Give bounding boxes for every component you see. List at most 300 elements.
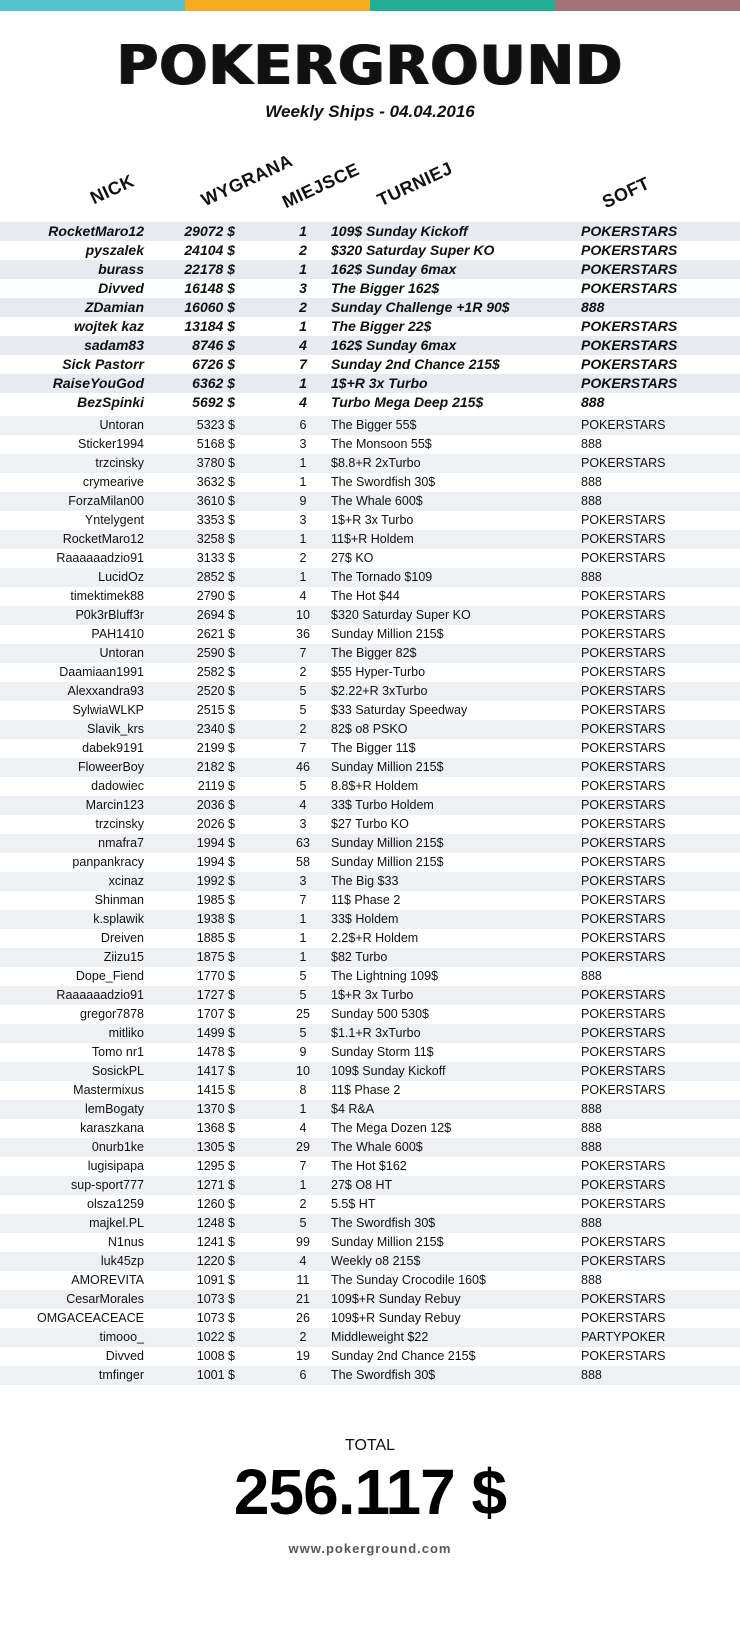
cell-soft: 888 — [581, 394, 605, 410]
cell-soft: POKERSTARS — [581, 318, 678, 334]
cell-win: 1260 $ — [196, 1197, 235, 1211]
total-label: TOTAL — [344, 1437, 396, 1454]
cell-place: 4 — [299, 1121, 307, 1135]
table-row — [0, 549, 740, 568]
table-row — [0, 663, 740, 682]
cell-soft: POKERSTARS — [581, 627, 666, 641]
cell-tournament: Sunday Million 215$ — [331, 760, 444, 774]
cell-tournament: $320 Saturday Super KO — [331, 608, 471, 622]
cell-win: 1985 $ — [196, 893, 235, 907]
cell-nick: Mastermixus — [73, 1083, 144, 1097]
cell-win: 16148 $ — [184, 280, 235, 296]
cell-win: 1305 $ — [196, 1140, 235, 1154]
cell-soft: 888 — [581, 570, 602, 584]
cell-tournament: 1$+R 3x Turbo — [331, 988, 414, 1002]
cell-soft: POKERSTARS — [581, 375, 678, 391]
cell-place: 4 — [299, 589, 307, 603]
table-row — [0, 1024, 740, 1043]
cell-nick: karaszkana — [80, 1121, 144, 1135]
cell-nick: ForzaMilan00 — [68, 494, 144, 508]
table-row — [0, 720, 740, 739]
cell-place: 5 — [299, 1216, 307, 1230]
top-table-row — [0, 355, 740, 374]
cell-win: 2182 $ — [196, 760, 235, 774]
top-table-row — [0, 279, 740, 298]
cell-soft: 888 — [581, 494, 602, 508]
cell-tournament: Sunday Million 215$ — [331, 836, 444, 850]
cell-soft: POKERSTARS — [581, 836, 666, 850]
cell-nick: Divved — [98, 280, 144, 296]
cell-tournament: 82$ o8 PSKO — [331, 722, 408, 736]
cell-win: 6362 $ — [192, 375, 235, 391]
cell-nick: timooo_ — [99, 1330, 144, 1344]
cell-win: 1271 $ — [196, 1178, 235, 1192]
cell-win: 1478 $ — [196, 1045, 235, 1059]
cell-nick: Dope_Fiend — [75, 969, 144, 983]
cell-nick: SosickPL — [91, 1064, 144, 1078]
cell-tournament: 109$+R Sunday Rebuy — [331, 1311, 461, 1325]
cell-soft: POKERSTARS — [581, 817, 666, 831]
table-row — [0, 739, 740, 758]
cell-soft: POKERSTARS — [581, 1235, 666, 1249]
cell-place: 2 — [299, 242, 307, 258]
cell-tournament: 109$ Sunday Kickoff — [331, 1064, 446, 1078]
column-header-tournament: TURNIEJ — [374, 157, 456, 211]
cell-tournament: 11$ Phase 2 — [331, 1083, 401, 1097]
cell-soft: POKERSTARS — [581, 1292, 666, 1306]
cell-place: 4 — [299, 337, 307, 353]
cell-win: 1885 $ — [196, 931, 235, 945]
cell-soft: POKERSTARS — [581, 261, 678, 277]
cell-tournament: The Swordfish 30$ — [331, 1368, 436, 1382]
cell-win: 3780 $ — [196, 456, 235, 470]
cell-place: 9 — [299, 494, 307, 508]
cell-soft: POKERSTARS — [581, 1064, 666, 1078]
top-table-row — [0, 222, 740, 241]
table-row — [0, 872, 740, 891]
cell-nick: burass — [98, 261, 144, 277]
cell-place: 5 — [299, 684, 307, 698]
cell-win: 1008 $ — [196, 1349, 235, 1363]
cell-win: 1295 $ — [196, 1159, 235, 1173]
cell-nick: OMGACEACEACE — [37, 1311, 144, 1325]
cell-soft: POKERSTARS — [581, 337, 678, 353]
cell-nick: trzcinsky — [95, 456, 144, 470]
cell-win: 1370 $ — [196, 1102, 235, 1116]
table-row — [0, 701, 740, 720]
cell-nick: SylwiaWLKP — [72, 703, 144, 717]
cell-win: 1220 $ — [196, 1254, 235, 1268]
table-row — [0, 1081, 740, 1100]
top-table-row — [0, 336, 740, 355]
cell-place: 9 — [299, 1045, 307, 1059]
cell-soft: 888 — [581, 1121, 602, 1135]
cell-nick: RaiseYouGod — [52, 375, 144, 391]
cell-win: 2582 $ — [196, 665, 235, 679]
cell-nick: dabek9191 — [82, 741, 144, 755]
cell-tournament: The Hot $44 — [331, 589, 400, 603]
cell-nick: RocketMaro12 — [62, 532, 144, 546]
cell-win: 1994 $ — [196, 836, 235, 850]
cell-tournament: Sunday 2nd Chance 215$ — [331, 1349, 476, 1363]
cell-soft: POKERSTARS — [581, 722, 666, 736]
cell-tournament: $1.1+R 3xTurbo — [331, 1026, 421, 1040]
cell-place: 1 — [299, 475, 307, 489]
cell-tournament: The Bigger 82$ — [331, 646, 417, 660]
cell-win: 16060 $ — [184, 299, 235, 315]
cell-tournament: The Big $33 — [331, 874, 399, 888]
cell-place: 7 — [299, 1159, 307, 1173]
cell-place: 26 — [296, 1311, 310, 1325]
cell-win: 2520 $ — [196, 684, 235, 698]
cell-soft: 888 — [581, 475, 602, 489]
cell-tournament: The Tornado $109 — [331, 570, 433, 584]
cell-win: 1499 $ — [196, 1026, 235, 1040]
cell-soft: POKERSTARS — [581, 703, 666, 717]
cell-nick: tmfinger — [98, 1368, 144, 1382]
cell-nick: gregor7878 — [80, 1007, 144, 1021]
top-table-row — [0, 374, 740, 393]
cell-tournament: 1$+R 3x Turbo — [331, 513, 414, 527]
cell-win: 3632 $ — [196, 475, 235, 489]
cell-soft: POKERSTARS — [581, 356, 678, 372]
cell-nick: BezSpinki — [77, 394, 144, 410]
cell-win: 22178 $ — [184, 261, 235, 277]
cell-place: 1 — [299, 570, 307, 584]
cell-place: 46 — [296, 760, 310, 774]
cell-place: 6 — [299, 1368, 307, 1382]
cell-nick: CesarMorales — [66, 1292, 144, 1306]
cell-soft: POKERSTARS — [581, 874, 666, 888]
cell-place: 63 — [296, 836, 310, 850]
cell-place: 2 — [299, 665, 307, 679]
table-row — [0, 986, 740, 1005]
table-row — [0, 1119, 740, 1138]
cell-place: 11 — [296, 1273, 310, 1287]
cell-place: 3 — [299, 437, 307, 451]
cell-win: 2026 $ — [196, 817, 235, 831]
cell-nick: crymearive — [82, 475, 144, 489]
table-row — [0, 435, 740, 454]
table-row — [0, 758, 740, 777]
cell-place: 19 — [296, 1349, 310, 1363]
cell-win: 13184 $ — [184, 318, 235, 334]
table-row — [0, 568, 740, 587]
table-row — [0, 1195, 740, 1214]
cell-tournament: $4 R&A — [331, 1102, 375, 1116]
cell-soft: PARTYPOKER — [581, 1330, 666, 1344]
top-table-row — [0, 393, 740, 412]
cell-tournament: The Swordfish 30$ — [331, 1216, 436, 1230]
table-row — [0, 796, 740, 815]
cell-place: 2 — [299, 299, 307, 315]
cell-win: 1248 $ — [196, 1216, 235, 1230]
cell-win: 1241 $ — [196, 1235, 235, 1249]
cell-nick: timektimek88 — [70, 589, 144, 603]
cell-win: 1001 $ — [196, 1368, 235, 1382]
table-row — [0, 1176, 740, 1195]
cell-soft: POKERSTARS — [581, 684, 666, 698]
cell-soft: POKERSTARS — [581, 931, 666, 945]
cell-place: 2 — [299, 1197, 307, 1211]
cell-place: 1 — [299, 912, 307, 926]
cell-tournament: Sunday 500 530$ — [331, 1007, 430, 1021]
cell-soft: POKERSTARS — [581, 242, 678, 258]
cell-soft: POKERSTARS — [581, 532, 666, 546]
cell-nick: sup-sport777 — [71, 1178, 144, 1192]
cell-tournament: Weekly o8 215$ — [331, 1254, 421, 1268]
table-row — [0, 1347, 740, 1366]
cell-nick: PAH1410 — [91, 627, 144, 641]
cell-win: 1022 $ — [196, 1330, 235, 1344]
cell-place: 10 — [296, 608, 310, 622]
cell-win: 2199 $ — [196, 741, 235, 755]
cell-win: 2590 $ — [196, 646, 235, 660]
table-row — [0, 891, 740, 910]
cell-win: 24104 $ — [184, 242, 235, 258]
cell-nick: k.splawik — [93, 912, 144, 926]
cell-tournament: The Monsoon 55$ — [331, 437, 432, 451]
table-row — [0, 948, 740, 967]
table-row — [0, 910, 740, 929]
cell-place: 10 — [296, 1064, 310, 1078]
cell-place: 3 — [299, 817, 307, 831]
cell-soft: POKERSTARS — [581, 1083, 666, 1097]
cell-soft: POKERSTARS — [581, 855, 666, 869]
total-value: 256.117 $ — [233, 1456, 507, 1528]
cell-win: 29072 $ — [184, 223, 235, 239]
cell-nick: RocketMaro12 — [48, 223, 144, 239]
column-header-soft: SOFT — [599, 172, 653, 213]
cell-place: 7 — [299, 356, 307, 372]
cell-place: 3 — [299, 513, 307, 527]
cell-place: 4 — [299, 798, 307, 812]
cell-soft: POKERSTARS — [581, 779, 666, 793]
color-bar-segment — [555, 0, 740, 11]
cell-nick: Alexxandra93 — [67, 684, 144, 698]
cell-tournament: The Whale 600$ — [331, 494, 423, 508]
table-row — [0, 511, 740, 530]
column-header-nick: NICK — [87, 170, 138, 209]
cell-nick: trzcinsky — [95, 817, 144, 831]
cell-soft: POKERSTARS — [581, 760, 666, 774]
table-row — [0, 853, 740, 872]
cell-tournament: Sunday Storm 11$ — [331, 1045, 434, 1059]
cell-soft: 888 — [581, 1368, 602, 1382]
cell-tournament: $55 Hyper-Turbo — [331, 665, 426, 679]
color-bar-segment — [0, 0, 185, 11]
cell-win: 3133 $ — [196, 551, 235, 565]
cell-tournament: 11$+R Holdem — [331, 532, 414, 546]
table-row — [0, 1005, 740, 1024]
cell-nick: dadowiec — [91, 779, 144, 793]
table-row — [0, 682, 740, 701]
table-row — [0, 1252, 740, 1271]
cell-soft: POKERSTARS — [581, 608, 666, 622]
top-table-row — [0, 260, 740, 279]
cell-soft: 888 — [581, 1273, 602, 1287]
cell-tournament: 109$ Sunday Kickoff — [331, 223, 468, 239]
cell-nick: Yntelygent — [84, 513, 144, 527]
table-row — [0, 416, 740, 435]
cell-nick: nmafra7 — [98, 836, 144, 850]
cell-place: 29 — [296, 1140, 310, 1154]
cell-win: 5168 $ — [196, 437, 235, 451]
cell-win: 2621 $ — [196, 627, 235, 641]
table-row — [0, 1214, 740, 1233]
cell-place: 1 — [299, 532, 307, 546]
cell-tournament: The Mega Dozen 12$ — [331, 1121, 452, 1135]
cell-soft: POKERSTARS — [581, 223, 678, 239]
cell-soft: 888 — [581, 299, 605, 315]
table-row — [0, 530, 740, 549]
cell-soft: POKERSTARS — [581, 1045, 666, 1059]
table-row — [0, 1328, 740, 1347]
footer-url[interactable]: www.pokerground.com — [288, 1541, 452, 1556]
cell-win: 3353 $ — [196, 513, 235, 527]
table-row — [0, 1157, 740, 1176]
cell-win: 1091 $ — [196, 1273, 235, 1287]
cell-tournament: 33$ Turbo Holdem — [331, 798, 434, 812]
cell-nick: Slavik_krs — [87, 722, 144, 736]
cell-tournament: 11$ Phase 2 — [331, 893, 401, 907]
cell-place: 7 — [299, 646, 307, 660]
cell-place: 3 — [299, 280, 307, 296]
cell-nick: Dreiven — [100, 931, 144, 945]
cell-nick: lugisipapa — [87, 1159, 144, 1173]
cell-tournament: Turbo Mega Deep 215$ — [331, 394, 484, 410]
table-row — [0, 1309, 740, 1328]
cell-win: 2790 $ — [196, 589, 235, 603]
cell-nick: Raaaaaadzio91 — [56, 988, 144, 1002]
cell-place: 58 — [296, 855, 310, 869]
cell-place: 1 — [299, 318, 307, 334]
cell-win: 3610 $ — [196, 494, 235, 508]
results-table — [0, 222, 740, 1385]
cell-soft: POKERSTARS — [581, 280, 678, 296]
cell-place: 4 — [299, 394, 307, 410]
cell-nick: LucidOz — [98, 570, 144, 584]
cell-nick: FloweerBoy — [78, 760, 144, 774]
cell-tournament: The Whale 600$ — [331, 1140, 423, 1154]
page-subtitle: Weekly Ships - 04.04.2016 — [265, 102, 475, 121]
table-row — [0, 1366, 740, 1385]
cell-tournament: The Bigger 55$ — [331, 418, 417, 432]
cell-win: 2036 $ — [196, 798, 235, 812]
cell-nick: Shinman — [94, 893, 144, 907]
cell-nick: sadam83 — [84, 337, 144, 353]
cell-tournament: 2.2$+R Holdem — [331, 931, 419, 945]
column-header-place: MIEJSCE — [279, 159, 363, 213]
table-row — [0, 929, 740, 948]
cell-place: 5 — [299, 988, 307, 1002]
cell-soft: 888 — [581, 1216, 602, 1230]
cell-tournament: Sunday Million 215$ — [331, 627, 444, 641]
color-bar-segment — [370, 0, 555, 11]
cell-soft: POKERSTARS — [581, 1254, 666, 1268]
cell-place: 2 — [299, 551, 307, 565]
cell-tournament: $33 Saturday Speedway — [331, 703, 468, 717]
cell-tournament: Sunday Million 215$ — [331, 1235, 444, 1249]
table-row — [0, 1271, 740, 1290]
cell-soft: 888 — [581, 437, 602, 451]
cell-nick: 0nurb1ke — [91, 1140, 144, 1154]
cell-win: 2694 $ — [196, 608, 235, 622]
cell-soft: POKERSTARS — [581, 1349, 666, 1363]
cell-place: 1 — [299, 261, 307, 277]
cell-win: 1770 $ — [196, 969, 235, 983]
cell-place: 1 — [299, 950, 307, 964]
table-row — [0, 777, 740, 796]
cell-tournament: The Sunday Crocodile 160$ — [331, 1273, 486, 1287]
color-bar — [0, 0, 740, 11]
cell-soft: POKERSTARS — [581, 1197, 666, 1211]
cell-tournament: 8.8$+R Holdem — [331, 779, 419, 793]
cell-soft: POKERSTARS — [581, 418, 666, 432]
top-table-row — [0, 241, 740, 260]
cell-soft: POKERSTARS — [581, 1007, 666, 1021]
cell-place: 1 — [299, 1102, 307, 1116]
table-row — [0, 1138, 740, 1157]
cell-nick: Sticker1994 — [77, 437, 144, 451]
cell-soft: POKERSTARS — [581, 893, 666, 907]
cell-nick: xcinaz — [108, 874, 144, 888]
cell-soft: POKERSTARS — [581, 1311, 666, 1325]
cell-nick: Ziizu15 — [103, 950, 144, 964]
cell-soft: POKERSTARS — [581, 988, 666, 1002]
table-row — [0, 1043, 740, 1062]
cell-win: 1992 $ — [196, 874, 235, 888]
cell-nick: AMOREVITA — [71, 1273, 144, 1287]
cell-soft: POKERSTARS — [581, 646, 666, 660]
cell-tournament: The Bigger 11$ — [331, 741, 416, 755]
cell-tournament: 162$ Sunday 6max — [331, 337, 457, 353]
cell-nick: Raaaaaadzio91 — [56, 551, 144, 565]
cell-soft: POKERSTARS — [581, 1178, 666, 1192]
cell-win: 8746 $ — [192, 337, 235, 353]
cell-tournament: 1$+R 3x Turbo — [331, 375, 428, 391]
cell-soft: POKERSTARS — [581, 456, 666, 470]
cell-win: 1073 $ — [196, 1292, 235, 1306]
cell-win: 1417 $ — [196, 1064, 235, 1078]
cell-place: 7 — [299, 741, 307, 755]
table-row — [0, 625, 740, 644]
cell-soft: POKERSTARS — [581, 1026, 666, 1040]
cell-place: 3 — [299, 874, 307, 888]
cell-place: 1 — [299, 223, 307, 239]
cell-win: 2119 $ — [197, 779, 235, 793]
cell-soft: 888 — [581, 1102, 602, 1116]
cell-tournament: $8.8+R 2xTurbo — [331, 456, 421, 470]
cell-nick: Sick Pastorr — [62, 356, 144, 372]
cell-place: 5 — [299, 779, 307, 793]
cell-nick: Untoran — [99, 418, 144, 432]
table-row — [0, 815, 740, 834]
cell-tournament: $2.22+R 3xTurbo — [331, 684, 428, 698]
table-row — [0, 644, 740, 663]
cell-win: 3258 $ — [196, 532, 235, 546]
logo: POKERGROUND — [116, 34, 624, 97]
cell-nick: panpankracy — [72, 855, 144, 869]
table-row — [0, 606, 740, 625]
table-row — [0, 1290, 740, 1309]
cell-win: 2340 $ — [196, 722, 235, 736]
cell-tournament: The Bigger 22$ — [331, 318, 432, 334]
cell-nick: Divved — [105, 1349, 144, 1363]
cell-win: 2852 $ — [196, 570, 235, 584]
cell-win: 1875 $ — [196, 950, 235, 964]
cell-tournament: Sunday 2nd Chance 215$ — [331, 356, 500, 372]
